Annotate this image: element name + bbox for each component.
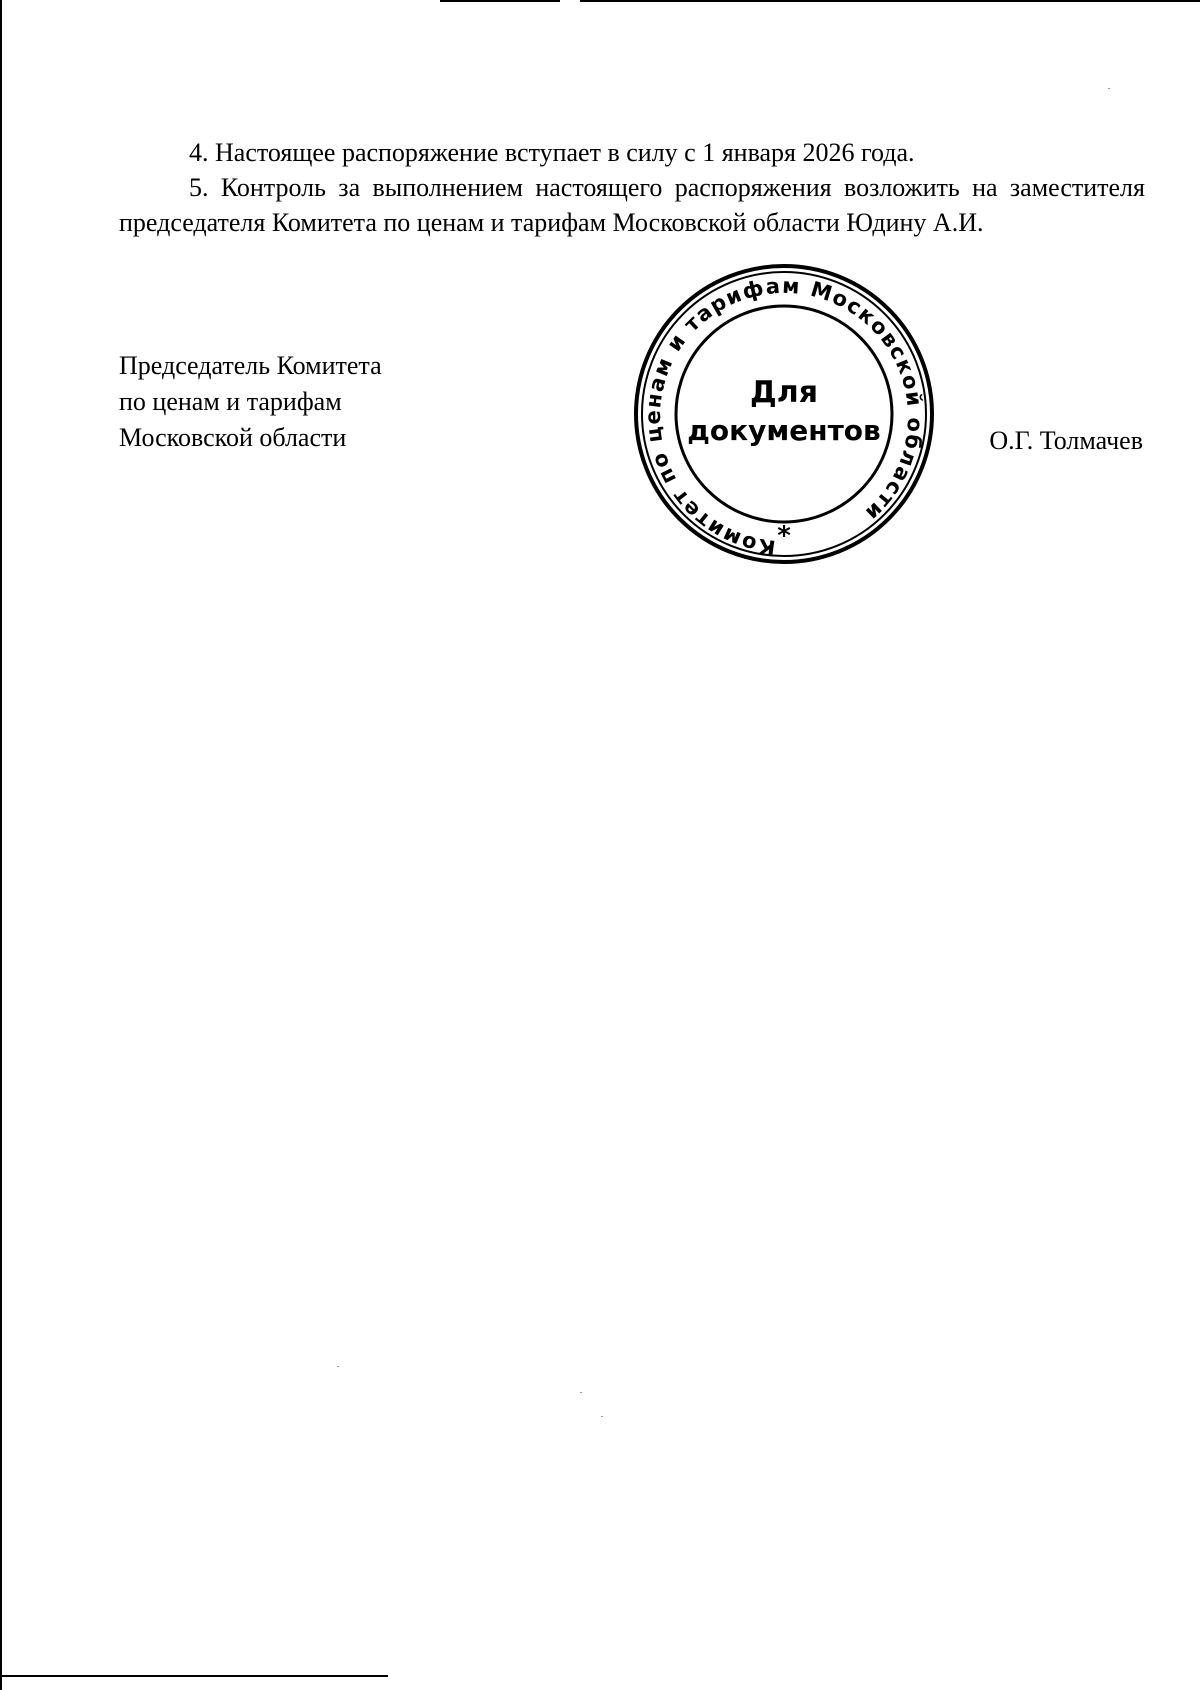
- position-line-1: Председатель Комитета: [119, 351, 382, 380]
- bottom-scan-line: [0, 1675, 388, 1677]
- paragraph-4: 4. Настоящее распоряжение вступает в силу с 1 января 2026 года.: [189, 138, 915, 167]
- top-scan-line: [440, 0, 560, 2]
- document-body: [119, 135, 1145, 240]
- stamp-star: *: [777, 521, 791, 551]
- signer-name: О.Г. Толмачев: [989, 426, 1143, 455]
- stamp-ring-text: Комитет по ценам и тарифам Московской области: [640, 273, 928, 560]
- scan-speck: [580, 1392, 582, 1393]
- position-line-2: по ценам и тарифам: [119, 387, 342, 416]
- official-stamp: [629, 262, 939, 566]
- page-left-edge: [0, 0, 2, 1690]
- stamp-center-line-1: Для: [750, 375, 818, 410]
- scan-speck: [337, 1366, 339, 1367]
- position-line-3: Московской области: [119, 423, 347, 452]
- scan-speck: [1108, 88, 1110, 89]
- scan-speck: [601, 1416, 603, 1417]
- top-scan-line: [580, 0, 1200, 2]
- stamp-center-line-2: документов: [687, 414, 881, 447]
- paragraph-5: 5. Контроль за выполнением настоящего распоряжения возложить на заместителя председателя Комитета по ценам и тарифам Московской области Юдину А.И.: [119, 173, 1145, 237]
- signature-position: [119, 348, 382, 456]
